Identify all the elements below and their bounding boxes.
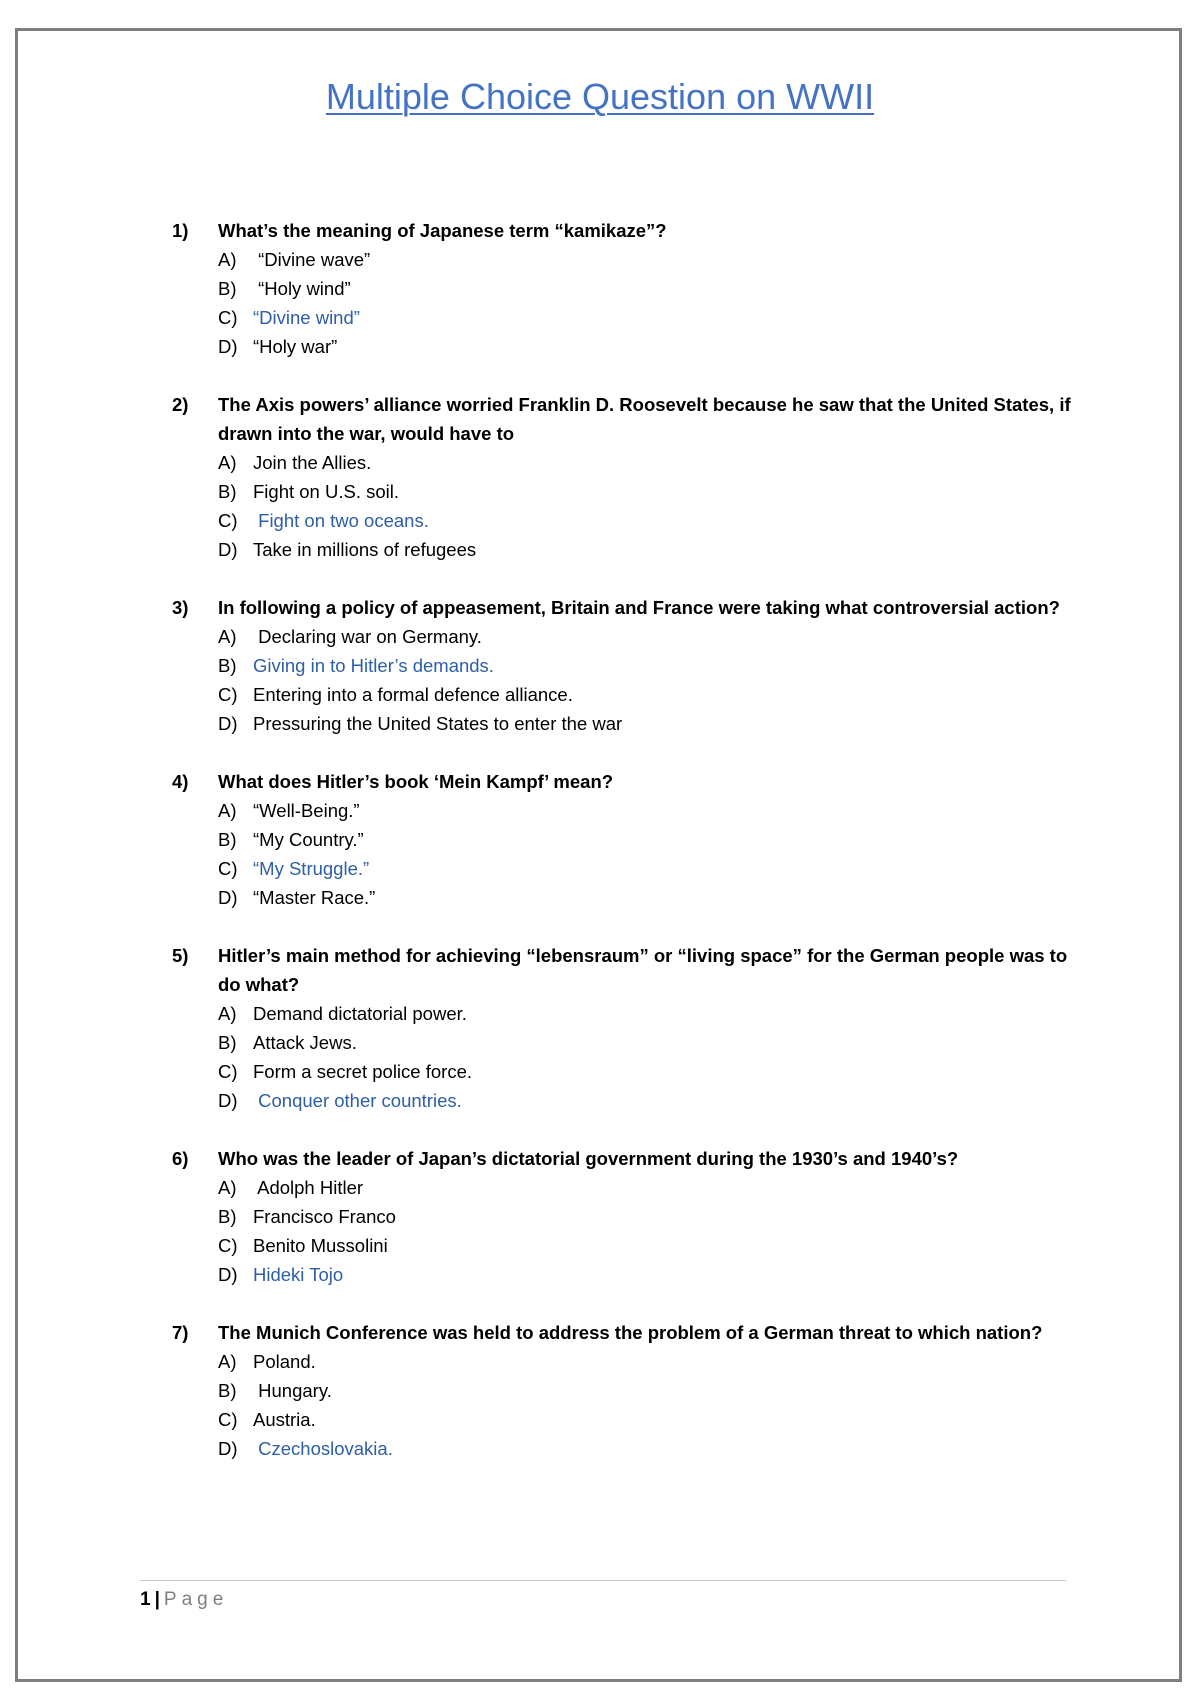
option-text: Join the Allies. [253,452,372,473]
answer-option [172,854,1072,883]
option-letter: B) [218,1380,237,1401]
question-stem [172,941,1072,999]
option-text: Demand dictatorial power. [253,1003,467,1024]
option-text: “Well-Being.” [253,800,360,821]
option-text: “Divine wave” [253,249,371,270]
answer-option [172,883,1072,912]
option-letter: B) [218,655,237,676]
answer-option [172,1202,1072,1231]
option-letter: C) [218,1235,238,1256]
answer-option [172,1231,1072,1260]
option-text: Adolph Hitler [253,1177,364,1198]
footer-separator: | [154,1589,160,1610]
correct-option-text: “Divine wind” [253,307,360,328]
option-letter: C) [218,510,238,531]
answer-option [172,825,1072,854]
option-letter: A) [218,249,237,270]
question-stem [172,390,1072,448]
option-letter: A) [218,1177,237,1198]
question-number: 4) [172,771,189,792]
answer-option [172,245,1072,274]
question-stem [172,593,1072,622]
question-stem [172,767,1072,796]
question-text: The Munich Conference was held to address the problem of a German threat to which nation? [218,1322,1043,1343]
answer-option [172,1086,1072,1115]
option-text: “My Country.” [253,829,364,850]
question-stem [172,216,1072,245]
answer-option [172,680,1072,709]
answer-option [172,303,1072,332]
question-text: The Axis powers’ alliance worried Franklin D. Roosevelt because he saw that the United States, if drawn into the war, would have to [218,394,1071,444]
answer-option [172,1173,1072,1202]
correct-option-text: Giving in to Hitler’s demands. [253,655,494,676]
question-number: 1) [172,220,189,241]
question-2 [172,390,1072,564]
option-letter: D) [218,336,238,357]
answer-option [172,1434,1072,1463]
correct-option-text: Fight on two oceans. [253,510,429,531]
footer-divider [140,1580,1066,1581]
answer-option [172,651,1072,680]
option-letter: D) [218,1090,238,1111]
correct-option-text: “My Struggle.” [253,858,370,879]
answer-option [172,1376,1072,1405]
answer-option [172,448,1072,477]
option-letter: C) [218,1061,238,1082]
option-text: Hungary. [253,1380,332,1401]
correct-option-text: Hideki Tojo [253,1264,344,1285]
option-letter: A) [218,1351,237,1372]
question-text: Hitler’s main method for achieving “lebensraum” or “living space” for the German people was to do what? [218,945,1068,995]
question-number: 6) [172,1148,189,1169]
option-list [172,448,1072,564]
option-list [172,622,1072,738]
option-letter: A) [218,626,237,647]
answer-option [172,506,1072,535]
option-list [172,796,1072,912]
answer-option [172,1057,1072,1086]
option-letter: D) [218,539,238,560]
question-3 [172,593,1072,738]
question-text: What’s the meaning of Japanese term “kamikaze”? [218,220,667,241]
question-number: 7) [172,1322,189,1343]
option-text: Take in millions of refugees [253,539,477,560]
answer-option [172,1405,1072,1434]
option-text: Austria. [253,1409,316,1430]
correct-option-text: Conquer other countries. [253,1090,462,1111]
option-letter: C) [218,1409,238,1430]
question-list [172,216,1072,1492]
correct-option-text: Czechoslovakia. [253,1438,393,1459]
answer-option [172,1260,1072,1289]
option-list [172,1347,1072,1463]
option-letter: B) [218,1206,237,1227]
question-text: In following a policy of appeasement, Britain and France were taking what controversial action? [218,597,1060,618]
option-text: Poland. [253,1351,316,1372]
answer-option [172,332,1072,361]
option-letter: A) [218,1003,237,1024]
answer-option [172,274,1072,303]
question-stem [172,1144,1072,1173]
option-text: Entering into a formal defence alliance. [253,684,573,705]
question-stem [172,1318,1072,1347]
question-number: 3) [172,597,189,618]
option-letter: B) [218,1032,237,1053]
page-footer [140,1588,228,1612]
answer-option [172,477,1072,506]
answer-option [172,1347,1072,1376]
option-text: “Holy war” [253,336,338,357]
option-list [172,999,1072,1115]
question-5 [172,941,1072,1115]
option-letter: D) [218,1438,238,1459]
option-text: Attack Jews. [253,1032,357,1053]
option-list [172,1173,1072,1289]
question-text: What does Hitler’s book ‘Mein Kampf’ mean? [218,771,614,792]
option-letter: A) [218,452,237,473]
option-text: Fight on U.S. soil. [253,481,400,502]
page-label: Page [163,1589,229,1610]
option-letter: C) [218,307,238,328]
option-text: Francisco Franco [253,1206,396,1227]
page-title: Multiple Choice Question on WWII [325,76,875,117]
page-number: 1 [140,1589,151,1610]
option-letter: D) [218,1264,238,1285]
question-4 [172,767,1072,912]
answer-option [172,622,1072,651]
option-letter: D) [218,713,238,734]
option-list [172,245,1072,361]
option-text: Pressuring the United States to enter the war [253,713,623,734]
option-letter: B) [218,278,237,299]
question-7 [172,1318,1072,1463]
question-6 [172,1144,1072,1289]
option-letter: B) [218,829,237,850]
answer-option [172,709,1072,738]
option-letter: A) [218,800,237,821]
question-1 [172,216,1072,361]
option-letter: C) [218,858,238,879]
option-text: Declaring war on Germany. [253,626,482,647]
question-number: 5) [172,945,189,966]
option-letter: D) [218,887,238,908]
option-text: “Holy wind” [253,278,351,299]
answer-option [172,999,1072,1028]
option-letter: C) [218,684,238,705]
answer-option [172,796,1072,825]
option-text: Form a secret police force. [253,1061,472,1082]
question-text: Who was the leader of Japan’s dictatorial government during the 1930’s and 1940’s? [218,1148,959,1169]
answer-option [172,1028,1072,1057]
question-number: 2) [172,394,189,415]
option-text: Benito Mussolini [253,1235,388,1256]
option-text: “Master Race.” [253,887,376,908]
option-letter: B) [218,481,237,502]
answer-option [172,535,1072,564]
